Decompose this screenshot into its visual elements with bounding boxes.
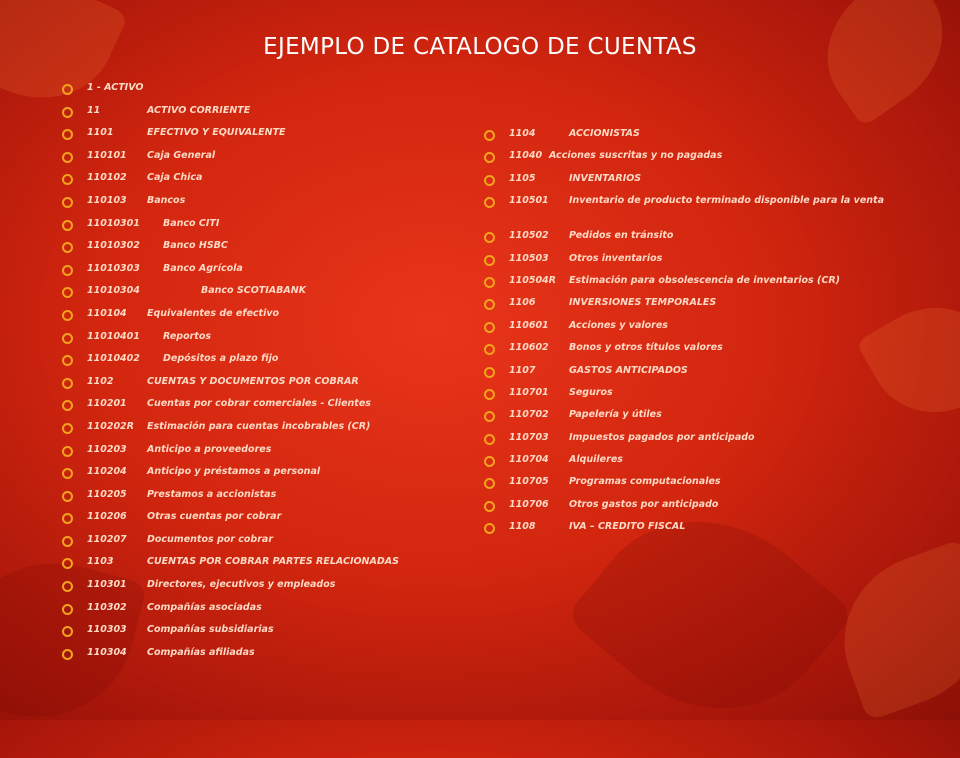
account-list-item — [484, 432, 894, 454]
account-code: 110103 — [87, 194, 127, 206]
account-code: 110703 — [509, 431, 549, 443]
account-name: Otras cuentas por cobrar — [147, 511, 282, 523]
account-list-item — [62, 376, 472, 399]
account-name: Anticipo a proveedores — [147, 443, 272, 455]
account-list-item — [62, 331, 472, 354]
account-code: 110104 — [87, 307, 127, 319]
account-list-item — [484, 230, 894, 252]
account-code: 110206 — [87, 511, 127, 523]
circle-outline-icon — [484, 478, 495, 489]
account-name: Compañías afiliadas — [147, 646, 255, 658]
account-code: 110302 — [87, 601, 127, 613]
circle-outline-icon — [62, 265, 73, 276]
account-code: 11010303 — [87, 262, 140, 274]
account-name: Compañías subsidiarias — [147, 624, 274, 636]
account-name: Directores, ejecutivos y empleados — [147, 579, 336, 591]
account-code: 110202R — [87, 420, 134, 432]
account-list-item — [62, 534, 472, 557]
account-code: 1106 — [509, 297, 536, 309]
circle-outline-icon — [62, 197, 73, 208]
circle-outline-icon — [484, 197, 495, 208]
account-code: 110701 — [509, 386, 549, 398]
account-name: ACTIVO CORRIENTE — [147, 104, 251, 116]
account-list-item — [62, 105, 472, 128]
account-name: GASTOS ANTICIPADOS — [569, 364, 688, 376]
account-name: Banco Agrícola — [163, 262, 243, 274]
account-code: 110204 — [87, 466, 127, 478]
account-name: Inventario de producto terminado disponible para la venta — [569, 195, 884, 207]
circle-outline-icon — [484, 344, 495, 355]
circle-outline-icon — [484, 523, 495, 534]
circle-outline-icon — [484, 152, 495, 163]
account-list-item — [484, 342, 894, 364]
account-list-item — [62, 511, 472, 534]
account-name: Banco CITI — [163, 217, 220, 229]
account-name: Reportos — [163, 330, 212, 342]
account-code: 11010304 — [87, 285, 140, 297]
account-code: 11010401 — [87, 330, 140, 342]
account-code: 1 - ACTIVO — [87, 82, 144, 93]
circle-outline-icon — [484, 411, 495, 422]
account-list-item — [62, 285, 472, 308]
account-name: Equivalentes de efectivo — [147, 307, 280, 319]
circle-outline-icon — [62, 310, 73, 321]
account-name: IVA – CREDITO FISCAL — [569, 521, 686, 533]
circle-outline-icon — [62, 446, 73, 457]
account-name: Banco SCOTIABANK — [201, 285, 307, 297]
circle-outline-icon — [62, 536, 73, 547]
account-code: 1107 — [509, 364, 536, 376]
account-code: 110101 — [87, 149, 127, 161]
left-account-list — [62, 82, 472, 669]
account-list-item — [484, 150, 894, 172]
account-name: Caja General — [147, 149, 216, 161]
circle-outline-icon — [484, 277, 495, 288]
account-list-item — [62, 398, 472, 421]
account-list-item — [484, 521, 894, 543]
account-list-item — [62, 444, 472, 467]
account-name: Acciones suscritas y no pagadas — [549, 150, 723, 162]
account-code: 110201 — [87, 398, 127, 410]
circle-outline-icon — [62, 84, 73, 95]
account-list-item — [484, 297, 894, 319]
circle-outline-icon — [62, 400, 73, 411]
account-name: INVERSIONES TEMPORALES — [569, 297, 717, 309]
account-list-item — [484, 365, 894, 387]
account-name: Programas computacionales — [569, 476, 721, 488]
account-list-item — [62, 602, 472, 625]
account-code: 11 — [87, 104, 101, 116]
account-list-item — [62, 263, 472, 286]
account-list-item — [62, 579, 472, 602]
right-account-list — [484, 128, 894, 544]
account-name: Estimación para obsolescencia de inventarios (CR) — [569, 274, 840, 286]
account-list-item — [484, 128, 894, 150]
account-name: Otros gastos por anticipado — [569, 498, 719, 510]
account-code: 110301 — [87, 579, 127, 591]
circle-outline-icon — [62, 107, 73, 118]
account-name: Anticipo y préstamos a personal — [147, 466, 321, 478]
account-name: Banco HSBC — [163, 240, 228, 252]
account-code: 110102 — [87, 172, 127, 184]
account-code: 110304 — [87, 646, 127, 658]
account-list-item — [484, 499, 894, 521]
account-code: 1104 — [509, 128, 536, 139]
account-list-item — [484, 320, 894, 342]
account-name: Alquileres — [569, 454, 623, 466]
account-list-item — [62, 195, 472, 218]
circle-outline-icon — [484, 232, 495, 243]
account-list-item — [62, 421, 472, 444]
slide-title: EJEMPLO DE CATALOGO DE CUENTAS — [263, 34, 697, 60]
background-leaf-decoration — [800, 0, 960, 127]
circle-outline-icon — [484, 367, 495, 378]
account-list-item — [484, 253, 894, 275]
account-code: 110501 — [509, 195, 549, 207]
account-list-item — [484, 387, 894, 409]
account-list-item — [484, 275, 894, 297]
account-name: Estimación para cuentas incobrables (CR) — [147, 420, 371, 432]
account-code: 11010402 — [87, 353, 140, 365]
account-name: EFECTIVO Y EQUIVALENTE — [147, 127, 286, 139]
circle-outline-icon — [62, 129, 73, 140]
account-name: Cuentas por cobrar comerciales - Clientes — [147, 398, 371, 410]
circle-outline-icon — [484, 501, 495, 512]
circle-outline-icon — [62, 287, 73, 298]
account-code: 1105 — [509, 172, 536, 184]
circle-outline-icon — [484, 255, 495, 266]
account-code: 110601 — [509, 319, 549, 331]
account-list-item — [484, 409, 894, 431]
account-code: 11010301 — [87, 217, 140, 229]
account-code: 1103 — [87, 556, 114, 568]
account-code: 11040 — [509, 150, 543, 162]
account-code: 110203 — [87, 443, 127, 455]
account-name: Caja Chica — [147, 172, 203, 184]
account-list-item — [62, 218, 472, 241]
account-code: 1102 — [87, 375, 114, 387]
circle-outline-icon — [62, 174, 73, 185]
circle-outline-icon — [484, 456, 495, 467]
circle-outline-icon — [62, 378, 73, 389]
account-code: 1108 — [509, 521, 536, 533]
circle-outline-icon — [484, 389, 495, 400]
circle-outline-icon — [62, 626, 73, 637]
account-name: Documentos por cobrar — [147, 533, 274, 545]
account-name: INVENTARIOS — [569, 172, 642, 184]
circle-outline-icon — [62, 581, 73, 592]
account-list-item — [62, 353, 472, 376]
account-list-item — [62, 489, 472, 512]
circle-outline-icon — [62, 242, 73, 253]
account-name: Pedidos en tránsito — [569, 230, 674, 242]
account-code: 110503 — [509, 252, 549, 264]
account-name: Prestamos a accionistas — [147, 488, 277, 500]
account-code: 110704 — [509, 454, 549, 466]
account-code: 110706 — [509, 498, 549, 510]
account-list-item — [62, 240, 472, 263]
account-name: Bancos — [147, 194, 186, 206]
account-code: 110207 — [87, 533, 127, 545]
account-code: 110705 — [509, 476, 549, 488]
account-name: CUENTAS POR COBRAR PARTES RELACIONADAS — [147, 556, 399, 568]
circle-outline-icon — [62, 604, 73, 615]
account-list-item — [62, 127, 472, 150]
circle-outline-icon — [484, 175, 495, 186]
account-list-item — [62, 82, 472, 105]
account-list-item — [62, 647, 472, 670]
account-list-item — [484, 173, 894, 195]
account-list-item — [484, 454, 894, 476]
circle-outline-icon — [62, 558, 73, 569]
account-code: 110303 — [87, 624, 127, 636]
account-name: CUENTAS Y DOCUMENTOS POR COBRAR — [147, 375, 359, 387]
circle-outline-icon — [484, 299, 495, 310]
circle-outline-icon — [62, 649, 73, 660]
account-list-item — [62, 172, 472, 195]
account-code: 110702 — [509, 409, 549, 421]
account-name: Impuestos pagados por anticipado — [569, 431, 755, 443]
circle-outline-icon — [62, 333, 73, 344]
account-list-item — [62, 624, 472, 647]
account-name: Seguros — [569, 386, 613, 398]
circle-outline-icon — [62, 220, 73, 231]
account-name: Otros inventarios — [569, 252, 663, 264]
account-code: 11010302 — [87, 240, 140, 252]
circle-outline-icon — [62, 513, 73, 524]
circle-outline-icon — [484, 322, 495, 333]
background-leaf-decoration — [821, 539, 960, 722]
account-list-item — [62, 556, 472, 579]
account-code: 110205 — [87, 488, 127, 500]
account-name: Compañías asociadas — [147, 601, 262, 613]
account-list-item — [62, 466, 472, 489]
account-name: Depósitos a plazo fijo — [163, 353, 279, 365]
account-code: 1101 — [87, 127, 114, 139]
circle-outline-icon — [62, 423, 73, 434]
circle-outline-icon — [484, 434, 495, 445]
circle-outline-icon — [62, 491, 73, 502]
account-name: Papelería y útiles — [569, 409, 662, 421]
circle-outline-icon — [62, 468, 73, 479]
account-list-item — [484, 195, 894, 230]
circle-outline-icon — [62, 355, 73, 366]
account-name: Acciones y valores — [569, 319, 668, 331]
account-list-item — [62, 308, 472, 331]
account-code: 110504R — [509, 274, 556, 286]
circle-outline-icon — [484, 130, 495, 141]
account-code: 110602 — [509, 342, 549, 354]
account-list-item — [484, 476, 894, 498]
account-name: ACCIONISTAS — [569, 128, 640, 139]
account-list-item — [62, 150, 472, 173]
account-code: 110502 — [509, 230, 549, 242]
circle-outline-icon — [62, 152, 73, 163]
account-name: Bonos y otros títulos valores — [569, 342, 723, 354]
